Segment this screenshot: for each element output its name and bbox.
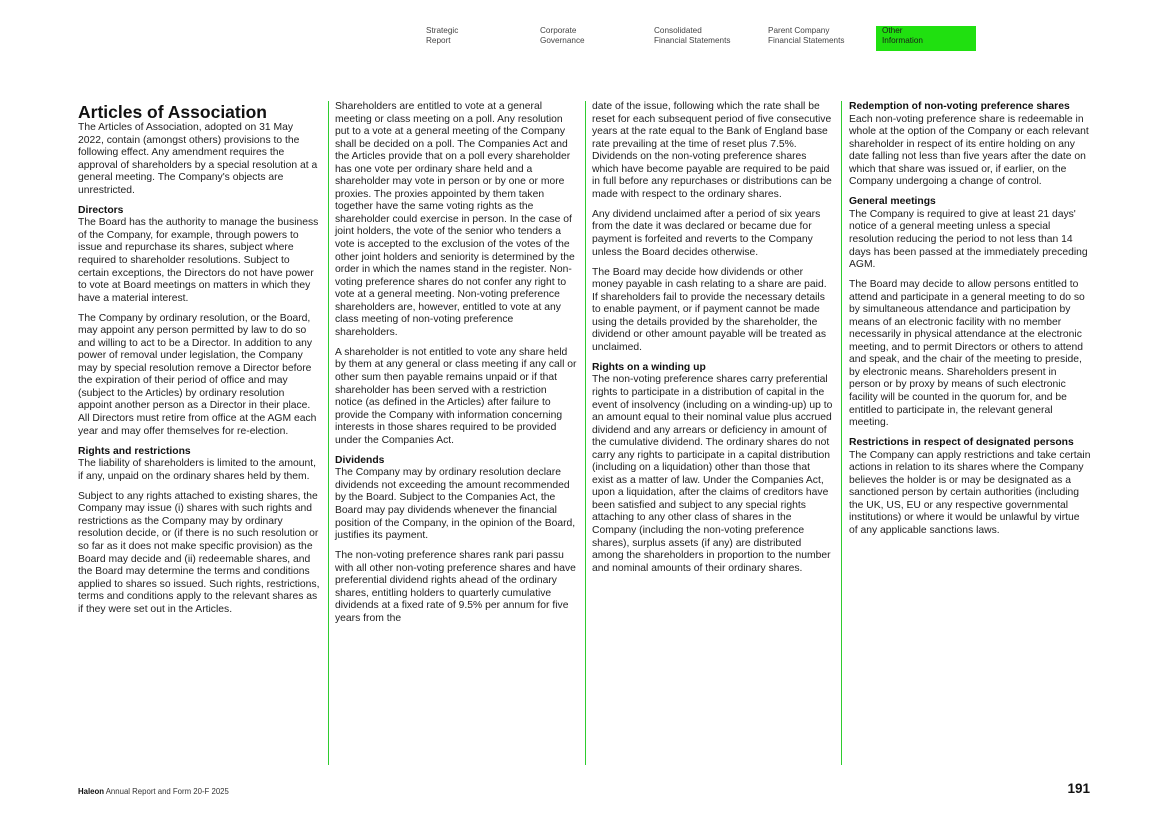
column-divider <box>328 101 329 765</box>
section-heading-directors: Directors <box>78 204 124 216</box>
column-3 <box>592 101 834 583</box>
column-1 <box>78 101 320 624</box>
paragraph: The Company may by ordinary resolution declare dividends not exceeding the amount recommended by the Board. Subject to the Companies Act, the Board may pay dividends whenever the financial position of the Company, in the opinion of the Board, justifies its payment. <box>335 467 576 542</box>
section-heading-redemption: Redemption of non-voting preference shares <box>849 101 1070 112</box>
page-number: 191 <box>1067 781 1090 796</box>
footer <box>78 787 229 796</box>
column-2 <box>335 101 577 633</box>
nav-tab-strategic-report[interactable]: Strategic Report <box>426 26 459 45</box>
paragraph: The Company can apply restrictions and take certain actions in relation to its shares where the Company believes the holder is or may be designated as a sanctioned person by certain authorities (including the UK, US, EU or any respective governmental institutions) or where it would be unlawful by virtue of any applicable sanctions laws. <box>849 449 1091 536</box>
paragraph: The Company is required to give at least 21 days' notice of a general meeting unless a special resolution reducing the period to not less than 14 days has been passed at the immediately preceding AGM. <box>849 208 1088 271</box>
paragraph: The non-voting preference shares carry preferential rights to participate in a distribution of capital in the event of insolvency (including on a winding-up) up to an amount equal to their nominal value plus accrued dividend and any arrears or deficiency in amount of the cumulative dividend. The ordinary shares do not carry any rights to participate in a capital distribution (including on a liquidation) other than those that exist as a matter of law. Under the Companies Act, upon a liquidation, after the claims of creditors have been satisfied and subject to any special rights attaching to any other class of shares in the Company (including the non-voting preference shares), surplus assets (if any) are distributed among the shareholders in proportion to the number and nominal amounts of their ordinary shares. <box>592 374 833 574</box>
paragraph: Subject to any rights attached to existing shares, the Company may issue (i) shares with such rights and restrictions as the Company may by ordinary resolution decide, or (if there is no such resolution or so far as it does not make specific provision) as the Board may decide and (ii) redeemable shares, and the Board may determine the terms and conditions applied to shares so issued. Such rights, restrictions, terms and conditions apply to the relevant shares as if they were set out in the Articles. <box>78 490 320 615</box>
paragraph: The Board may decide to allow persons entitled to attend and participate in a general meeting to do so by simultaneous attendance and participation by means of an electronic facility with no member necessarily in physical attendance at the electronic meeting, and to permit Directors or others to attend and speak, and the chair of the meeting to preside, by electronic means. Shareholders present in person or by proxy by means of such electronic facility will be counted in the quorum for, and be entitled to participate in, the relevant general meeting. <box>849 279 1085 429</box>
column-divider <box>585 101 586 765</box>
section-heading-dividends: Dividends <box>335 454 385 466</box>
intro-paragraph: The Articles of Association, adopted on 31 May 2022, contain (amongst others) provisions to the following effect. Any amendment requires the approval of shareholders by a special resolution at a general meeting. The Company's objects are unrestricted. <box>78 122 318 196</box>
paragraph: The Board has the authority to manage the business of the Company, for example, through powers to issue and repurchase its shares, subject where required to shareholder resolutions. Subject to certain exceptions, the Directors do not have power to vote at Board meetings on matters in which they have a material interest. <box>78 217 319 304</box>
report-title: Annual Report and Form 20-F 2025 <box>104 787 229 796</box>
nav-tab-other-information[interactable]: Other Information <box>876 26 976 51</box>
paragraph: Any dividend unclaimed after a period of six years from the date it was declared or became due for payment is forfeited and reverts to the Company unless the Board decides otherwise. <box>592 208 821 258</box>
paragraph: date of the issue, following which the rate shall be reset for each subsequent period of five consecutive years at the rate equal to the Bank of England base rate prevailing at the time of reset plus 7.5%. Dividends on the non-voting preference shares which have become payable are required to be paid in full before any repurchases or distributions can be made with respect to the ordinary shares. <box>592 101 832 200</box>
paragraph: The Company by ordinary resolution, or the Board, may appoint any person permitted by law to do so and willing to act to be a Director. In addition to any power of removal under legislation, the Company may by special resolution remove a Director before the expiration of their period of office and may (subject to the Articles) by ordinary resolution appoint another person as a Director in their place. All Directors must retire from office at the AGM each year and may offer themselves for re-election. <box>78 312 317 437</box>
paragraph: Shareholders are entitled to vote at a general meeting or class meeting on a poll. Any resolution put to a vote at a general meeting of the Company shall be decided on a poll. The Companies Act and the Articles provide that on a poll every shareholder has one vote per ordinary share held and a shareholder may vote in person or by one or more proxies. The proxies appointed by them taken together have the same voting rights as the shareholder could exercise in person. In the case of joint holders, the vote of the senior who tenders a vote is accepted to the exclusion of the votes of the other joint holders and seniority is determined by the order in which the names stand in the register. Non-voting preference shares do not confer any right to vote at a general meeting. Non-voting preference shareholders are, however, entitled to vote at any class meeting of non-voting preference shareholders. <box>335 101 575 338</box>
page-title: Articles of Association <box>78 102 267 122</box>
nav-tab-corporate-governance[interactable]: Corporate Governance <box>540 26 585 45</box>
section-heading-general-meetings: General meetings <box>849 196 936 208</box>
section-heading-winding-up: Rights on a winding up <box>592 361 706 373</box>
paragraph: The liability of shareholders is limited to the amount, if any, unpaid on the ordinary shares held by them. <box>78 458 317 482</box>
section-navigation <box>0 26 1168 52</box>
section-heading-restrictions: Restrictions in respect of designated persons <box>849 437 1074 449</box>
paragraph: A shareholder is not entitled to vote any share held by them at any general or class meeting if any call or other sum then payable remains unpaid or if that shareholder has been served with a restriction notice (as defined in the Articles) after failure to provide the Company with information concerning interests in those shares required to be provided under the Companies Act. <box>335 346 577 446</box>
nav-tab-parent-company-financial-statements[interactable]: Parent Company Financial Statements <box>768 26 845 45</box>
column-4 <box>849 101 1091 545</box>
paragraph: The Board may decide how dividends or other money payable in cash relating to a share are paid. If shareholders fail to provide the necessary details to enable payment, or if payment cannot be made using the details provided by the shareholder, the dividend or other amount payable will be treated as unclaimed. <box>592 266 827 353</box>
paragraph: Each non-voting preference share is redeemable in whole at the option of the Company or each relevant shareholder in respect of its entire holding on any date falling not less than five years after the date on which that share was issued or, if earlier, on the Company undergoing a change of control. <box>849 113 1089 188</box>
section-heading-rights: Rights and restrictions <box>78 445 191 457</box>
column-divider <box>841 101 842 765</box>
brand-name: Haleon <box>78 787 104 796</box>
paragraph: The non-voting preference shares rank pari passu with all other non-voting preference shares and have preferential dividend rights ahead of the ordinary shares, entitling holders to quarterly cumulative dividends at a fixed rate of 9.5% per annum for five years from the <box>335 550 576 624</box>
nav-tab-consolidated-financial-statements[interactable]: Consolidated Financial Statements <box>654 26 731 45</box>
